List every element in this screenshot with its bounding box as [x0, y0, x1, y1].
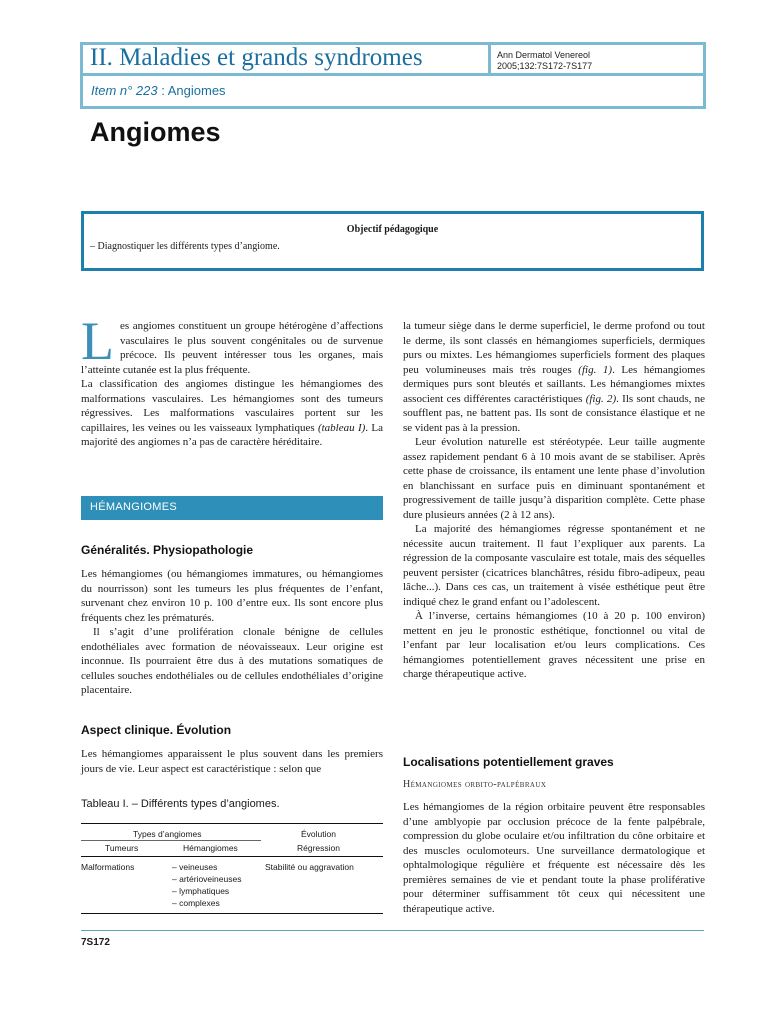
generalites-paragraph-1: Les hémangiomes (ou hémangiomes immatures, ou hémangiomes du nourrisson) sont les tumeurs les plus fréquentes de l’enfant, survenant chez environ 10 p. 100 d’entre eux. Ils sont encore plus fréquents chez les prématurés.: [81, 568, 383, 624]
heading-aspect-clinique: Aspect clinique. Évolution: [81, 723, 232, 737]
column-2-text: [403, 319, 705, 682]
table-bottom-rule: [81, 913, 383, 914]
table-row-label: Malformations: [81, 862, 135, 872]
drop-cap: L: [81, 311, 114, 371]
col2-paragraph-2: Leur évolution naturelle est stéréotypée. Leur taille augmente assez rapidement pendant 6 à 10 mois avant de se stabiliser. Après cette phase de croissance, ils entament une lente phase d’involution en blanchissant en surface puis en diminuant spontanément et progressivement de taille jusqu’à disparition complète. Cette phase dure plusieurs années (2 à 12 ans).: [403, 436, 705, 521]
table-head-evolution: Évolution: [301, 829, 336, 839]
header-divider: [488, 45, 491, 76]
table-row-item: – complexes: [172, 898, 220, 908]
section-heading: HÉMANGIOMES: [90, 501, 178, 513]
generalites-paragraph-2: Il s’agit d’une prolifération clonale bénigne de cellules endothéliales avec formation de néovaisseaux. Leur origine est inconnue. Ils pourraient être dus à des mutations somatiques de cellules souches endothéliales ou de cellules endothéliales d’origine placentaire.: [81, 626, 383, 696]
table-head-types: Types d’angiomes: [133, 829, 202, 839]
col2-paragraph-4: À l’inverse, certains hémangiomes (10 à 20 p. 100 environ) mettent en jeu le pronostic esthétique, fonctionnel ou vital de l’enfant par leur localisation et/ou leurs complications. Ces hémangiomes potentiellement graves nécessitent une prise en charge thérapeutique active.: [403, 610, 705, 680]
journal-name: Ann Dermatol Venereol: [497, 50, 591, 60]
table-row-evolution: Stabilité ou aggravation: [265, 862, 354, 872]
table-top-rule: [81, 823, 383, 824]
journal-volume: 2005;132:7S172-7S177: [497, 61, 593, 71]
table-row-item: – veineuses: [172, 862, 218, 872]
orbito-text: [403, 800, 705, 916]
table-row-items: [172, 861, 241, 909]
heading-orbito-palpebraux: Hémangiomes orbito-palpébraux: [403, 779, 547, 790]
col2-paragraph-1c: . Ils sont chauds, ne soufflent pas, ne battent pas. Ils sont de consistance élastique et ne se vident pas à la pression.: [403, 392, 705, 434]
page-number: 7S172: [81, 937, 110, 948]
col2-paragraph-1a: la tumeur siège dans le derme superficiel, le derme profond ou tout le derme, ils sont classés en hémangiomes superficiels, dermiques purs ou mixtes. Les hémangiomes superficiels forment des plaques peu volumineuses mais très rouges: [403, 320, 705, 376]
table-head-regression: Régression: [297, 843, 340, 853]
table-caption: Tableau I. – Différents types d’angiomes.: [81, 798, 280, 810]
objective-text: – Diagnostiquer les différents types d’angiome.: [90, 241, 280, 252]
section-heading-bar: [81, 496, 383, 520]
table-head-tumeurs: Tumeurs: [105, 843, 139, 853]
col2-paragraph-1b: . Les hémangiomes dermiques purs sont bleutés et saillants. Les hémangiomes mixtes associent ces différentes caractéristiques: [403, 363, 705, 405]
item-number: Item n° 223: [91, 83, 158, 98]
figure-1-reference[interactable]: (fig. 1): [578, 363, 613, 376]
aspect-text: [81, 747, 383, 776]
intro-paragraph-2: La classification des angiomes distingue les hémangiomes des malformations vasculaires. Les hémangiomes sont des tumeurs régressives. Les malformations vasculaires portent sur les capillaires, les veines ou les vaisseaux lymphatiques: [81, 378, 383, 434]
table-row-item: – artérioveineuses: [172, 874, 242, 884]
heading-localisations: Localisations potentiellement graves: [403, 755, 614, 769]
section-title: II. Maladies et grands syndromes: [90, 44, 423, 71]
col2-paragraph-3: La majorité des hémangiomes régresse spontanément et ne nécessite aucun traitement. Il faut l’expliquer aux parents. La régression de la composante vasculaire est totale, mais des séquelles peuvent persister (cicatrices blanchâtres, résidu fibro-adipeux, peau lâche...). Dans ces cas, un traitement à visée esthétique peut être indiqué chez le grand enfant ou l’adolescent.: [403, 523, 705, 608]
aspect-paragraph-1: Les hémangiomes apparaissent le plus souvent dans les premiers jours de vie. Leur aspect est caractéristique : selon que: [81, 748, 383, 775]
intro-paragraph-2-end: . La majorité des angiomes n’a pas de caractère héréditaire.: [81, 421, 383, 448]
page-title: Angiomes: [90, 117, 221, 147]
item-topic: : Angiomes: [157, 83, 226, 98]
figure-2-reference[interactable]: (fig. 2): [585, 392, 617, 405]
intro-paragraph-1: es angiomes constituent un groupe hétérogène d’affections vasculaires le plus souvent congénitales ou de survenue précoce. Ils peuvent intéresser tous les organes, mais l’atteinte cutanée est la plus fréquente.: [81, 320, 383, 376]
journal-reference: [497, 50, 592, 72]
col2-paragraph-1: [403, 319, 705, 435]
table-mid-rule: [81, 856, 383, 857]
item-label: [91, 83, 226, 98]
table-row-item: – lymphatiques: [172, 886, 230, 896]
footer-rule: [81, 930, 704, 931]
table-head-hemangiomes: Hémangiomes: [183, 843, 238, 853]
table-subhead-rule: [81, 840, 261, 841]
heading-generalites: Généralités. Physiopathologie: [81, 543, 254, 557]
generalites-text: [81, 567, 383, 698]
intro-text: [81, 311, 383, 450]
objective-title: Objectif pédagogique: [346, 224, 439, 235]
table-reference[interactable]: (tableau I): [317, 421, 366, 434]
col2-paragraph-5: Les hémangiomes de la région orbitaire peuvent être responsables d’une amblyopie par occlusion précoce de la fente palpébrale, compression du globe oculaire et/ou infiltration du cône orbitaire et des muscles oculomoteurs. Une surveillance dermatologique et ophtalmologique régulière et fréquente est nécessaire dès les premières semaines de vie et pendant toute la phase proliférative pour déterminer suffisamment tôt ceux qui nécessitent une thérapeutique active.: [403, 801, 705, 915]
